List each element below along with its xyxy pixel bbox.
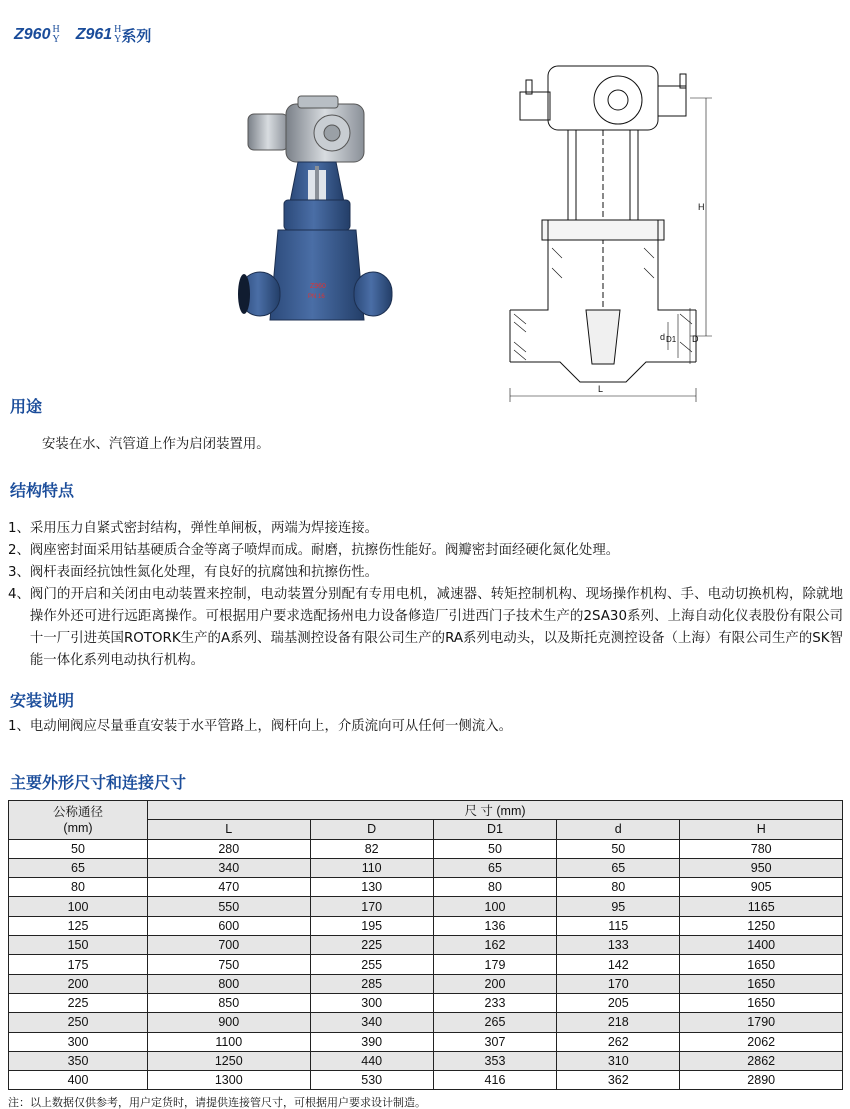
svg-text:Z960: Z960 xyxy=(310,283,326,290)
table-cell: 600 xyxy=(148,916,311,935)
model-z961 xyxy=(76,25,152,46)
table-cell: 400 xyxy=(9,1071,148,1090)
dn-header-line1: 公称通径 xyxy=(52,804,103,819)
table-cell: 162 xyxy=(433,936,556,955)
table-cell: 200 xyxy=(433,974,556,993)
table-cell: 1250 xyxy=(680,916,843,935)
table-row xyxy=(9,1051,843,1070)
table-cell: 900 xyxy=(148,1013,311,1032)
table-row xyxy=(9,993,843,1012)
table-row xyxy=(9,897,843,916)
table-row xyxy=(9,955,843,974)
features-heading: 结构特点 xyxy=(10,481,75,500)
table-cell: 255 xyxy=(310,955,433,974)
svg-text:PN 16: PN 16 xyxy=(308,294,325,300)
table-cell: 110 xyxy=(310,858,433,877)
table-cell: 2062 xyxy=(680,1032,843,1051)
feature-item-3 xyxy=(8,562,843,584)
table-cell: 1650 xyxy=(680,974,843,993)
table-cell: 175 xyxy=(9,955,148,974)
table-cell: 362 xyxy=(557,1071,680,1090)
table-cell: 50 xyxy=(9,839,148,858)
table-cell: 390 xyxy=(310,1032,433,1051)
model-z960-label: Z960 xyxy=(14,26,51,43)
feature-number: 3、 xyxy=(8,565,30,580)
table-cell: 136 xyxy=(433,916,556,935)
table-cell: 150 xyxy=(9,936,148,955)
usage-text: 安装在水、汽管道上作为启闭装置用。 xyxy=(42,437,270,452)
table-cell: 80 xyxy=(557,878,680,897)
feature-item-4 xyxy=(8,584,843,672)
usage-heading: 用途 xyxy=(10,397,43,416)
dim-label-l: L xyxy=(598,384,604,394)
table-cell: 1400 xyxy=(680,936,843,955)
table-cell: 310 xyxy=(557,1051,680,1070)
dimensions-table-body xyxy=(9,839,843,1090)
col-header-h: H xyxy=(680,820,843,839)
table-cell: 905 xyxy=(680,878,843,897)
feature-item-1 xyxy=(8,518,843,540)
table-cell: 100 xyxy=(433,897,556,916)
table-cell: 1165 xyxy=(680,897,843,916)
table-cell: 233 xyxy=(433,993,556,1012)
table-cell: 340 xyxy=(310,1013,433,1032)
table-cell: 179 xyxy=(433,955,556,974)
table-cell: 350 xyxy=(9,1051,148,1070)
feature-number: 2、 xyxy=(8,543,30,558)
table-cell: 100 xyxy=(9,897,148,916)
table-cell: 1650 xyxy=(680,993,843,1012)
table-row xyxy=(9,878,843,897)
table-cell: 700 xyxy=(148,936,311,955)
table-cell: 218 xyxy=(557,1013,680,1032)
variant-h: H xyxy=(114,24,122,35)
table-cell: 65 xyxy=(557,858,680,877)
table-cell: 170 xyxy=(557,974,680,993)
table-cell: 125 xyxy=(9,916,148,935)
footnote: 注：以上数据仅供参考，用户定货时，请提供连接管尺寸，可根据用户要求设计制造。 xyxy=(8,1096,426,1109)
variant-h: H xyxy=(52,24,60,35)
size-header: 尺 寸 (mm) xyxy=(148,801,843,820)
table-cell: 250 xyxy=(9,1013,148,1032)
dim-label-h: H xyxy=(698,202,705,212)
feature-text: 阀门的开启和关闭由电动装置来控制，电动装置分别配有专用电机，减速器、转矩控制机构、现场操作机构、手、电动切换机构，除就地操作外还可进行远距离操作。可根据用户要求选配扬州电力设备修造厂引进西门子技术生产的2SA30系列、上海自动化仪表股份有限公司十一厂引进英国ROTORK生产的A系列、瑞基测控设备有限公司生产的RA系列电动头，以及斯托克测控设备（上海）有限公司生产的SK智能一体化系列电动执行机构。 xyxy=(29,587,843,668)
model-z960 xyxy=(14,25,60,45)
table-cell: 225 xyxy=(9,993,148,1012)
install-heading: 安装说明 xyxy=(10,691,75,710)
table-row xyxy=(9,916,843,935)
feature-number: 4、 xyxy=(8,587,30,602)
table-cell: 530 xyxy=(310,1071,433,1090)
table-cell: 950 xyxy=(680,858,843,877)
table-cell: 50 xyxy=(557,839,680,858)
table-cell: 82 xyxy=(310,839,433,858)
table-cell: 850 xyxy=(148,993,311,1012)
table-cell: 265 xyxy=(433,1013,556,1032)
table-cell: 262 xyxy=(557,1032,680,1051)
table-row xyxy=(9,936,843,955)
table-cell: 550 xyxy=(148,897,311,916)
table-row xyxy=(9,858,843,877)
table-cell: 800 xyxy=(148,974,311,993)
table-cell: 130 xyxy=(310,878,433,897)
table-cell: 200 xyxy=(9,974,148,993)
table-cell: 205 xyxy=(557,993,680,1012)
col-header-l: L xyxy=(148,820,311,839)
table-cell: 142 xyxy=(557,955,680,974)
table-cell: 300 xyxy=(310,993,433,1012)
table-row xyxy=(9,974,843,993)
dim-label-d1: D1 xyxy=(666,335,677,344)
table-cell: 285 xyxy=(310,974,433,993)
table-cell: 300 xyxy=(9,1032,148,1051)
dn-header xyxy=(9,801,148,840)
feature-text: 阀座密封面采用钴基硬质合金等离子喷焊而成。耐磨，抗擦伤性能好。阀瓣密封面经硬化氮化处理。 xyxy=(29,543,620,558)
dim-label-d: d xyxy=(660,332,666,342)
table-cell: 750 xyxy=(148,955,311,974)
table-cell: 80 xyxy=(9,878,148,897)
table-cell: 1250 xyxy=(148,1051,311,1070)
table-cell: 2862 xyxy=(680,1051,843,1070)
model-z961-label: Z961 xyxy=(75,26,113,43)
table-cell: 1300 xyxy=(148,1071,311,1090)
table-cell: 170 xyxy=(310,897,433,916)
variant-y: Y xyxy=(52,34,60,45)
dimensions-table xyxy=(8,800,843,1090)
table-cell: 353 xyxy=(433,1051,556,1070)
install-text: 1、电动闸阀应尽量垂直安装于水平管路上，阀杆向上，介质流向可从任何一侧流入。 xyxy=(8,719,512,734)
table-cell: 280 xyxy=(148,839,311,858)
valve-photo xyxy=(236,90,396,370)
table-row xyxy=(9,839,843,858)
feature-text: 采用压力自紧式密封结构，弹性单闸板，两端为焊接连接。 xyxy=(29,521,379,536)
col-header-d1: D1 xyxy=(433,820,556,839)
table-cell: 440 xyxy=(310,1051,433,1070)
col-header-small-d: d xyxy=(557,820,680,839)
series-title xyxy=(14,20,151,50)
dn-header-line2: (mm) xyxy=(63,820,93,835)
table-cell: 195 xyxy=(310,916,433,935)
valve-dimension-drawing xyxy=(490,52,720,412)
table-cell: 133 xyxy=(557,936,680,955)
dim-label-big-d: D xyxy=(692,334,699,344)
dimensions-heading: 主要外形尺寸和连接尺寸 xyxy=(10,773,187,792)
model-z961-variants xyxy=(114,25,121,45)
col-header-d: D xyxy=(310,820,433,839)
table-cell: 115 xyxy=(557,916,680,935)
table-cell: 65 xyxy=(9,858,148,877)
table-cell: 225 xyxy=(310,936,433,955)
table-row xyxy=(9,1013,843,1032)
table-row xyxy=(9,1032,843,1051)
table-cell: 1100 xyxy=(148,1032,311,1051)
table-row xyxy=(9,1071,843,1090)
table-cell: 1790 xyxy=(680,1013,843,1032)
table-cell: 95 xyxy=(557,897,680,916)
series-suffix: 系列 xyxy=(121,27,152,45)
table-cell: 416 xyxy=(433,1071,556,1090)
table-cell: 470 xyxy=(148,878,311,897)
table-cell: 780 xyxy=(680,839,843,858)
feature-item-2 xyxy=(8,540,843,562)
table-cell: 340 xyxy=(148,858,311,877)
table-cell: 65 xyxy=(433,858,556,877)
table-cell: 2890 xyxy=(680,1071,843,1090)
feature-number: 1、 xyxy=(8,521,30,536)
variant-y: Y xyxy=(114,34,122,45)
table-cell: 80 xyxy=(433,878,556,897)
model-z960-variants xyxy=(52,25,59,45)
table-cell: 307 xyxy=(433,1032,556,1051)
features-list xyxy=(8,518,843,672)
table-cell: 1650 xyxy=(680,955,843,974)
table-cell: 50 xyxy=(433,839,556,858)
feature-text: 阀杆表面经抗蚀性氮化处理，有良好的抗腐蚀和抗擦伤性。 xyxy=(29,565,379,580)
